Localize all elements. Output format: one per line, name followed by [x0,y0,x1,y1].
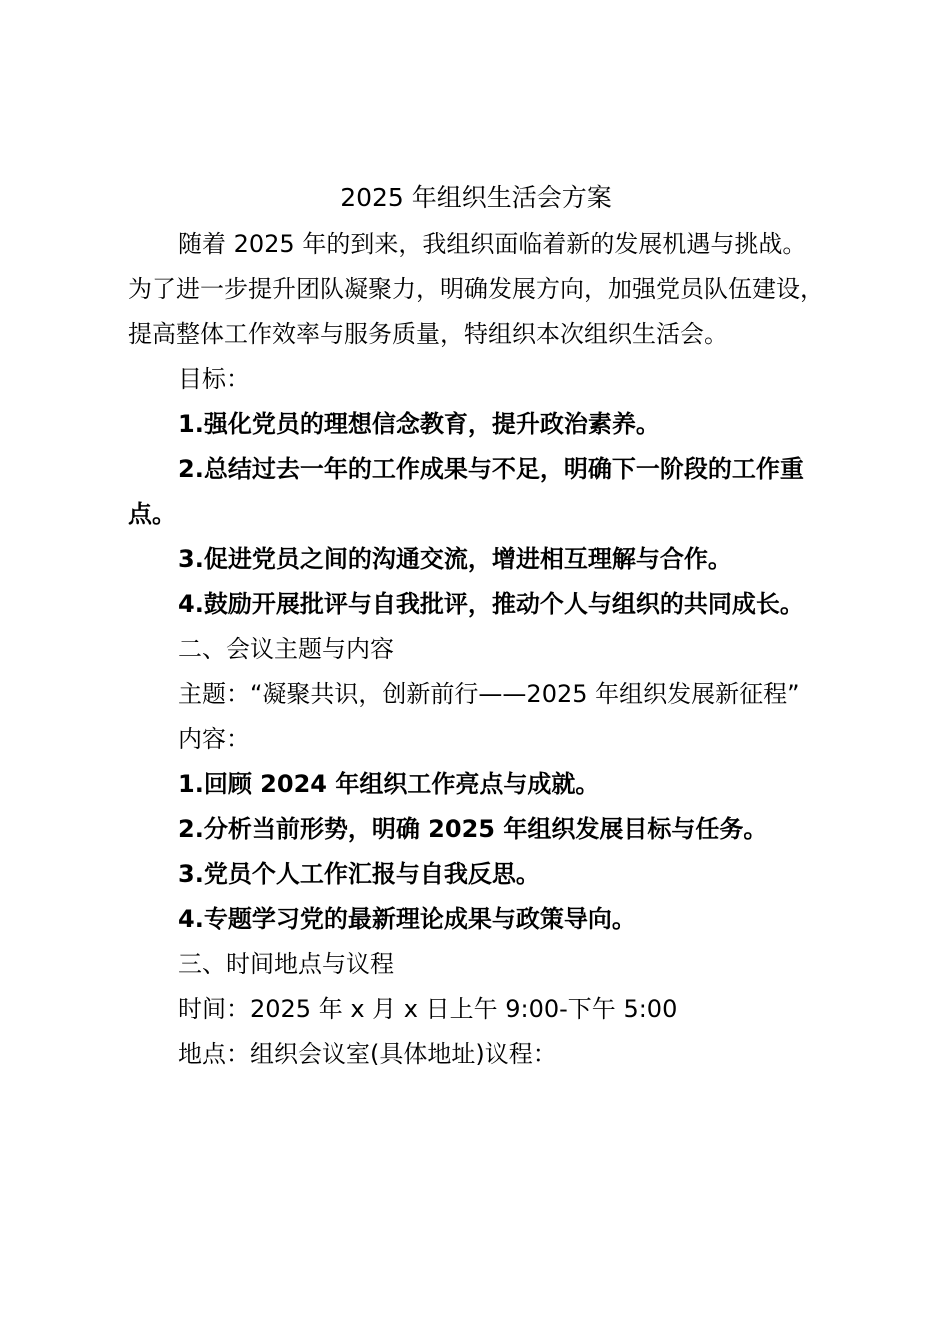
goal-item-2: 2.总结过去一年的工作成果与不足，明确下一阶段的工作重点。 [128,455,804,528]
document-body [128,176,824,1077]
theme-paragraph: 主题：“凝聚共识，创新前行——2025 年组织发展新征程” [178,680,800,708]
content-item-3: 3.党员个人工作汇报与自我反思。 [178,860,540,888]
content-item-2: 2.分析当前形势，明确 2025 年组织发展目标与任务。 [178,815,768,843]
content-item-1: 1.回顾 2024 年组织工作亮点与成就。 [178,770,600,798]
goal-item-3: 3.促进党员之间的沟通交流，增进相互理解与合作。 [178,545,732,573]
goals-heading: 目标： [178,365,250,393]
section-heading-theme-content: 二、会议主题与内容 [178,635,394,663]
content-item-4: 4.专题学习党的最新理论成果与政策导向。 [178,905,636,933]
place-agenda-line: 地点：组织会议室(具体地址)议程： [178,1040,557,1068]
content-heading: 内容： [178,725,250,753]
time-line: 时间：2025 年 x 月 x 日上午 9:00-下午 5:00 [178,995,678,1023]
goal-item-4: 4.鼓励开展批评与自我批评，推动个人与组织的共同成长。 [178,590,804,618]
section-heading-time-place: 三、时间地点与议程 [178,950,394,978]
intro-paragraph: 随着 2025 年的到来，我组织面临着新的发展机遇与挑战。为了进一步提升团队凝聚力，明确发展方向，加强党员队伍建设，提高整体工作效率与服务质量，特组织本次组织生活会。 [128,230,824,348]
goal-item-1: 1.强化党员的理想信念教育，提升政治素养。 [178,410,660,438]
document-title: 2025 年组织生活会方案 [340,183,612,212]
